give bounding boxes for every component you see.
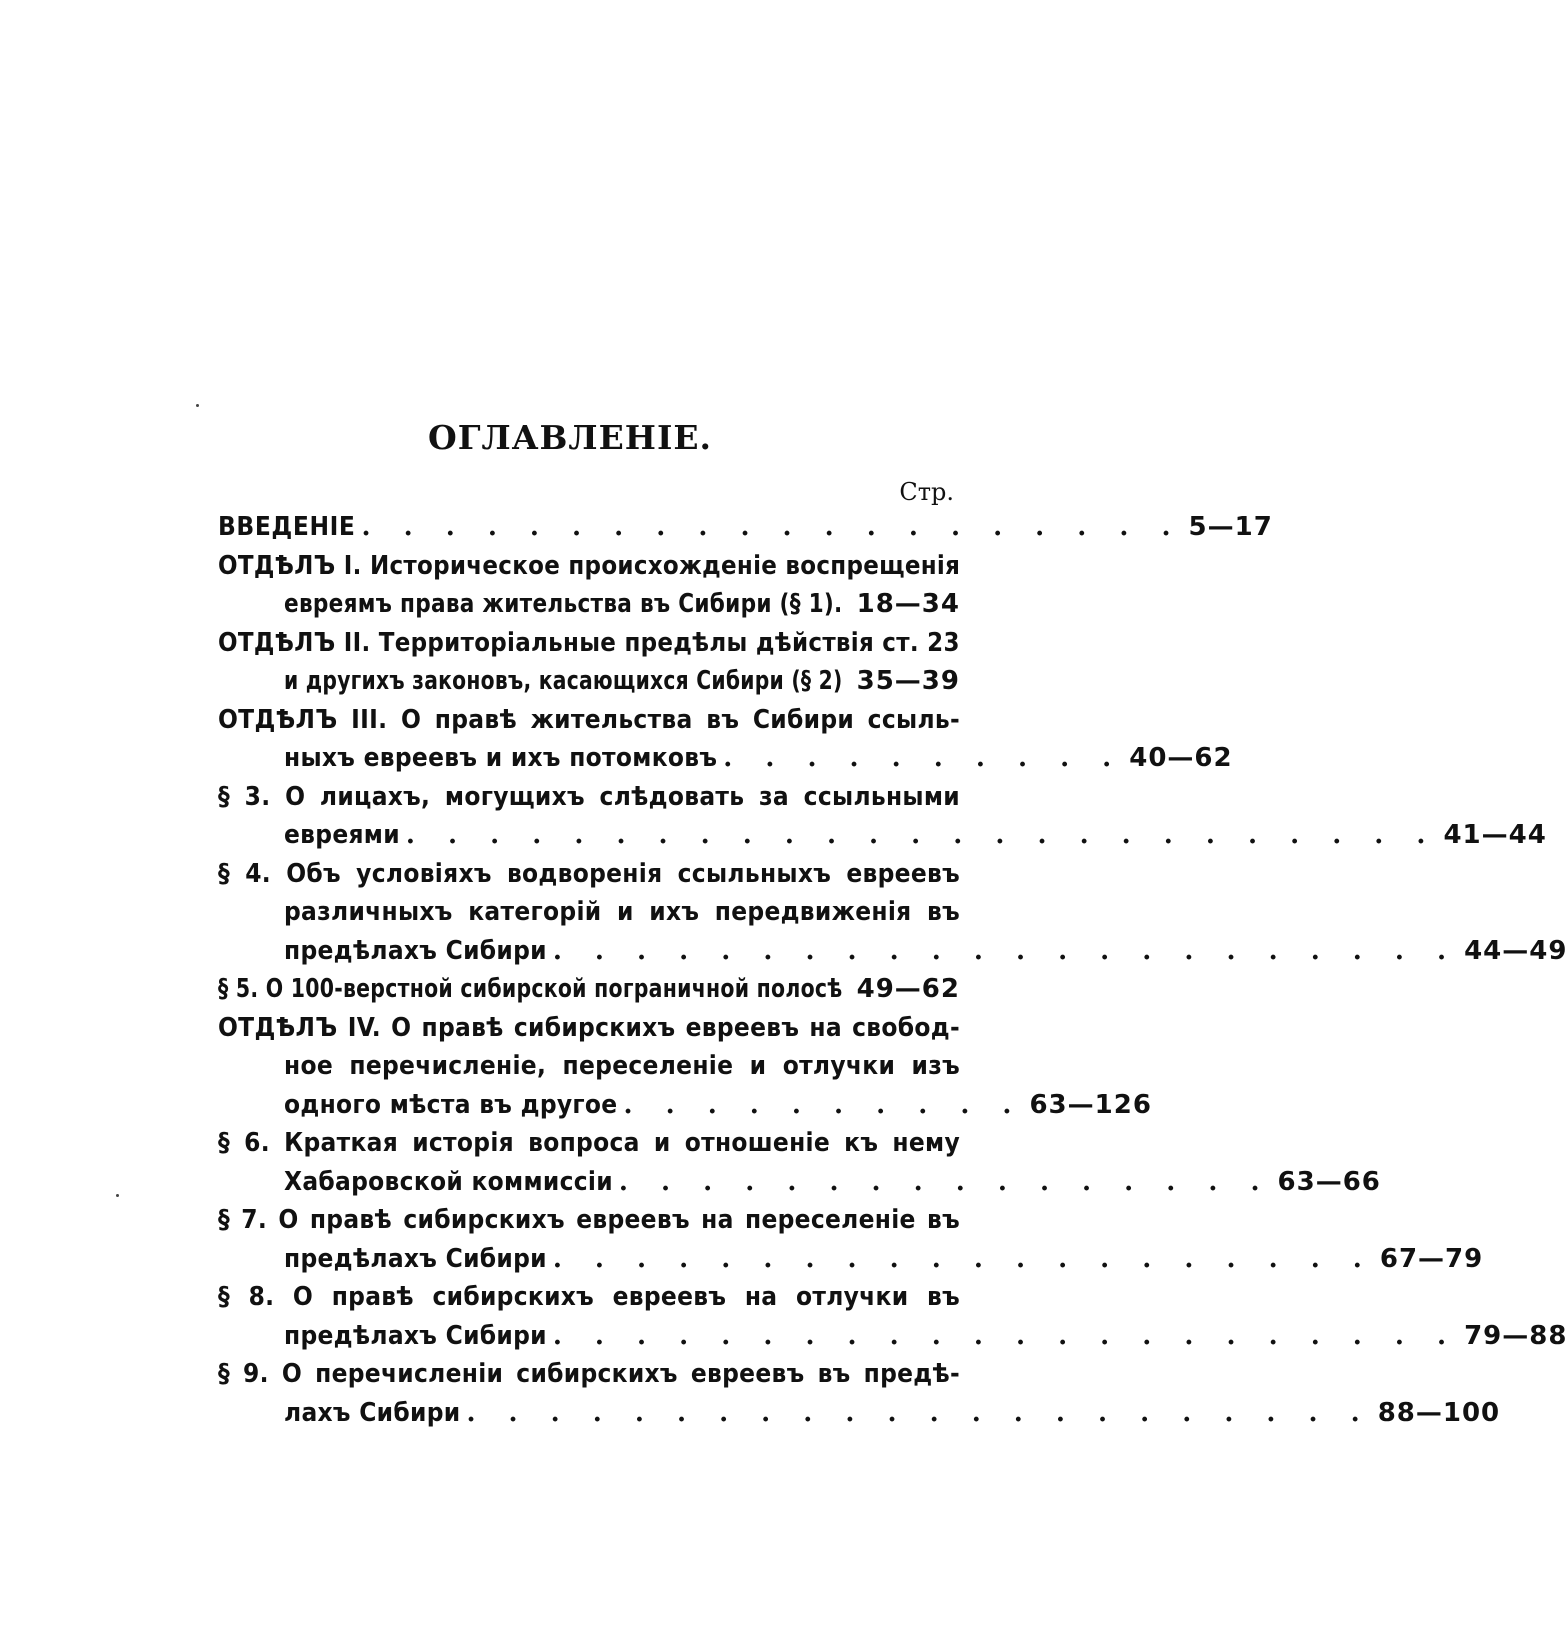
toc-entry-text: ОТДѢЛЪ I. Историческое происхожденіе воспрещенія bbox=[218, 550, 961, 581]
toc-entry-introduction[interactable] bbox=[218, 508, 1273, 547]
toc-entry-part-3-cont[interactable] bbox=[218, 739, 1233, 778]
toc-entry-text: евреями bbox=[284, 820, 400, 851]
page-title: ОГЛАВЛЕНІЕ. bbox=[427, 418, 713, 457]
toc-entry-part-4[interactable] bbox=[218, 1009, 960, 1048]
toc-entry-text: § 9. О перечисленіи сибирскихъ евреевъ въ предѣ- bbox=[218, 1359, 960, 1390]
dot-leader: . . . . . . . . . . . . . . . . bbox=[618, 1166, 1272, 1197]
toc-entry-text: различныхъ категорій и ихъ передвиженія въ bbox=[284, 897, 960, 928]
toc-entry-text: § 6. Краткая исторія вопроса и отношеніе къ нему bbox=[218, 1128, 960, 1159]
toc-entry-text: § 7. О правѣ сибирскихъ евреевъ на переселеніе въ bbox=[218, 1205, 960, 1236]
toc-page-range: 63—126 bbox=[1029, 1089, 1152, 1120]
toc-page-range: 49—62 bbox=[856, 974, 960, 1005]
toc-entry-section-6-cont[interactable] bbox=[218, 1163, 1381, 1202]
toc-entry-section-9[interactable] bbox=[218, 1355, 960, 1394]
toc-entry-text: одного мѣста въ другое bbox=[284, 1089, 618, 1120]
toc-page-range: 88—100 bbox=[1377, 1397, 1501, 1428]
dot-leader: . . . . . . . . . . bbox=[623, 1089, 1024, 1120]
toc-entry-section-4-cont[interactable] bbox=[218, 893, 960, 932]
toc-entry-section-3[interactable] bbox=[218, 778, 960, 817]
toc-page-range: 40—62 bbox=[1129, 743, 1233, 774]
toc-entry-section-4-cont[interactable] bbox=[218, 932, 1567, 971]
toc-entry-part-1-cont[interactable] bbox=[218, 585, 960, 624]
toc-page-range: 44—49 bbox=[1464, 935, 1567, 966]
toc-entry-section-4[interactable] bbox=[218, 855, 960, 894]
toc-page-range: 79—88 bbox=[1464, 1320, 1567, 1351]
dot-leader: . . . . . . . . . . . . . . . . . . . . . . . . . bbox=[405, 820, 1438, 851]
toc-entry-text: ОТДѢЛЪ III. О правѣ жительства въ Сибири ссыль- bbox=[218, 704, 960, 735]
paper-speck bbox=[116, 1194, 119, 1197]
toc-entry-part-4-cont[interactable] bbox=[218, 1047, 960, 1086]
toc-entry-text: предѣлахъ Сибири bbox=[284, 1243, 547, 1274]
toc-entry-part-2-cont[interactable] bbox=[218, 662, 960, 701]
toc-entry-text: § 5. О 100-верстной сибирской пограничной полосѣ bbox=[218, 974, 843, 1005]
toc-entry-text: ОТДѢЛЪ IV. О правѣ сибирскихъ евреевъ на свобод- bbox=[218, 1012, 960, 1043]
toc-page-range: 35—39 bbox=[856, 666, 960, 697]
toc-entry-text: предѣлахъ Сибири bbox=[284, 935, 547, 966]
toc-entry-text: и другихъ законовъ, касающихся Сибири (§ 2) bbox=[284, 666, 843, 697]
toc-page-range: 18—34 bbox=[856, 589, 960, 620]
toc-entry-section-7-cont[interactable] bbox=[218, 1240, 1484, 1279]
toc-page-range: 5—17 bbox=[1188, 512, 1273, 543]
dot-leader: . . . . . . . . . . . . . . . . . . . . . . bbox=[466, 1397, 1372, 1428]
toc-entry-part-1[interactable] bbox=[218, 547, 960, 586]
toc-entry-section-6[interactable] bbox=[218, 1124, 960, 1163]
toc-entry-text: лахъ Сибири bbox=[284, 1397, 461, 1428]
paper-speck bbox=[196, 404, 199, 407]
toc-entry-section-5[interactable] bbox=[218, 970, 960, 1009]
toc-entry-text: § 3. О лицахъ, могущихъ слѣдовать за ссыльными bbox=[218, 781, 960, 812]
toc-entry-text: Хабаровской коммиссіи bbox=[284, 1166, 613, 1197]
dot-leader: . . . . . . . . . . bbox=[723, 743, 1124, 774]
toc-entry-text: евреямъ права жительства въ Сибири (§ 1). bbox=[284, 589, 843, 620]
table-of-contents bbox=[218, 508, 1567, 1432]
toc-entry-part-3[interactable] bbox=[218, 701, 960, 740]
toc-entry-part-2[interactable] bbox=[218, 624, 960, 663]
toc-page-range: 63—66 bbox=[1277, 1166, 1381, 1197]
toc-entry-text: ВВЕДЕНІЕ bbox=[218, 512, 356, 543]
dot-leader: . . . . . . . . . . . . . . . . . . . . bbox=[361, 512, 1183, 543]
toc-entry-text: ОТДѢЛЪ II. Территоріальные предѣлы дѣйствія ст. 23 bbox=[218, 627, 960, 658]
toc-entry-section-9-cont[interactable] bbox=[218, 1394, 1501, 1433]
dot-leader: . . . . . . . . . . . . . . . . . . . . . . bbox=[552, 935, 1459, 966]
toc-entry-part-4-cont[interactable] bbox=[218, 1086, 1152, 1125]
toc-page-range: 41—44 bbox=[1443, 820, 1547, 851]
toc-entry-section-8-cont[interactable] bbox=[218, 1317, 1567, 1356]
toc-page-range: 67—79 bbox=[1379, 1243, 1484, 1274]
dot-leader: . . . . . . . . . . . . . . . . . . . . . . bbox=[552, 1320, 1459, 1351]
toc-entry-text: ное перечисленіе, переселеніе и отлучки изъ bbox=[284, 1051, 960, 1082]
toc-entry-section-3-cont[interactable] bbox=[218, 816, 1547, 855]
toc-entry-text: ныхъ евреевъ и ихъ потомковъ bbox=[284, 743, 718, 774]
page-column-label: Стр. bbox=[899, 478, 954, 506]
toc-entry-section-7[interactable] bbox=[218, 1201, 960, 1240]
dot-leader: . . . . . . . . . . . . . . . . . . . . bbox=[552, 1243, 1374, 1274]
toc-entry-section-8[interactable] bbox=[218, 1278, 960, 1317]
toc-entry-text: предѣлахъ Сибири bbox=[284, 1320, 547, 1351]
toc-entry-text: § 8. О правѣ сибирскихъ евреевъ на отлучки въ bbox=[218, 1282, 960, 1313]
toc-entry-text: § 4. Объ условіяхъ водворенія ссыльныхъ евреевъ bbox=[218, 858, 960, 889]
